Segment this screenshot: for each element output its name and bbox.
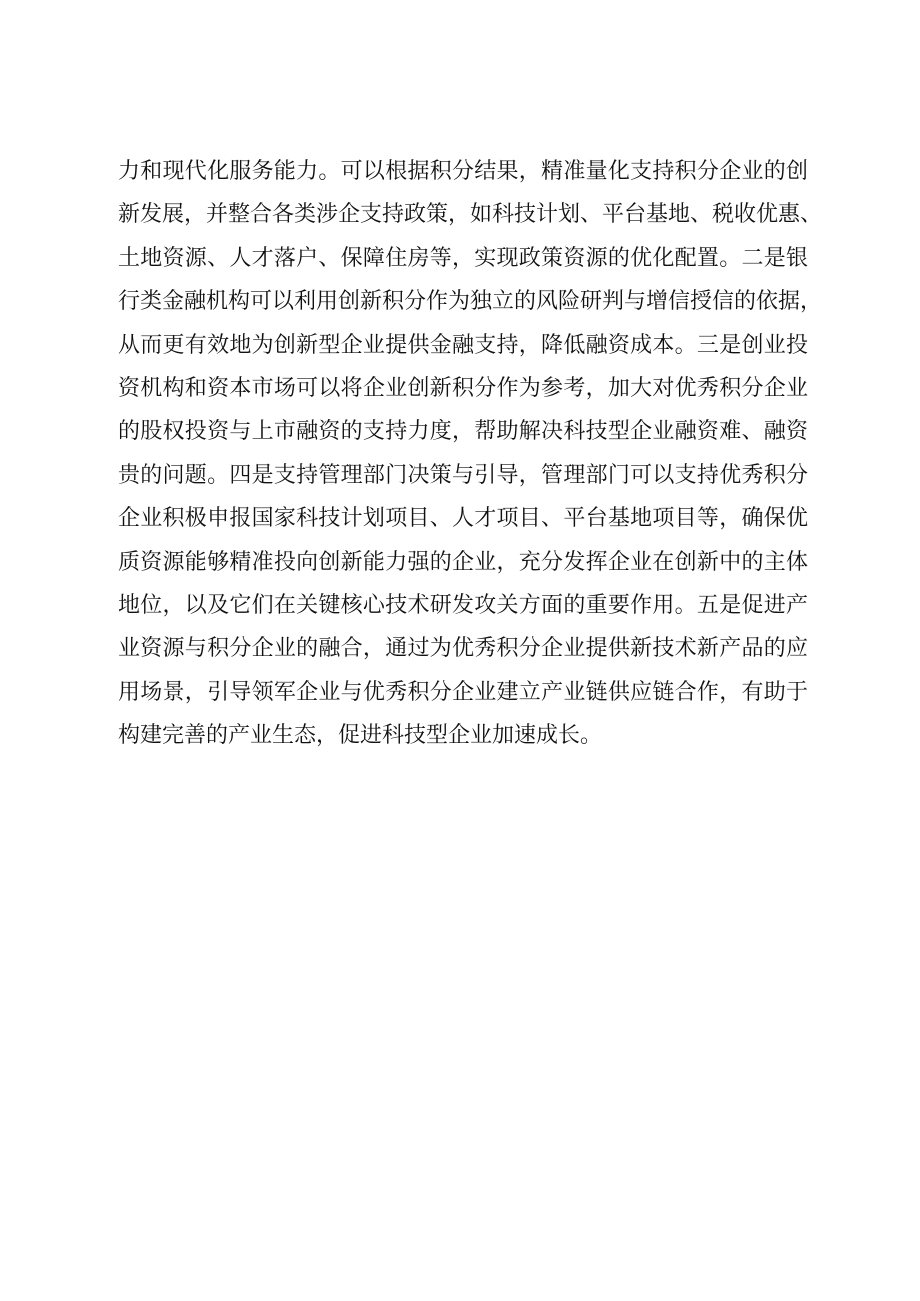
text-line-3: 土地资源、人才落户、保障住房等，实现政策资源的优化配置。二是银 bbox=[118, 245, 808, 271]
text-line-13: 用场景，引导领军企业与优秀积分企业建立产业链供应链合作，有助于 bbox=[118, 679, 808, 705]
text-line-12: 业资源与积分企业的融合，通过为优秀积分企业提供新技术新产品的应 bbox=[118, 636, 808, 662]
text-line-9: 企业积极申报国家科技计划项目、人才项目、平台基地项目等，确保优 bbox=[118, 506, 808, 532]
text-line-5: 从而更有效地为创新型企业提供金融支持，降低融资成本。三是创业投 bbox=[118, 332, 808, 358]
text-line-14: 构建完善的产业生态，促进科技型企业加速成长。 bbox=[118, 723, 603, 749]
text-line-1: 力和现代化服务能力。可以根据积分结果，精准量化支持积分企业的创 bbox=[118, 159, 808, 184]
text-line-11: 地位，以及它们在关键核心技术研发攻关方面的重要作用。五是促进产 bbox=[118, 592, 808, 618]
text-line-2: 新发展，并整合各类涉企支持政策，如科技计划、平台基地、税收优惠、 bbox=[118, 202, 823, 228]
text-line-6: 资机构和资本市场可以将企业创新积分作为参考，加大对优秀积分企业 bbox=[118, 375, 808, 401]
text-line-10: 质资源能够精准投向创新能力强的企业，充分发挥企业在创新中的主体 bbox=[118, 549, 808, 575]
text-line-4: 行类金融机构可以利用创新积分作为独立的风险研判与增信授信的依据， bbox=[118, 289, 823, 315]
text-line-8: 贵的问题。四是支持管理部门决策与引导，管理部门可以支持优秀积分 bbox=[118, 462, 808, 488]
body-paragraph bbox=[118, 150, 823, 757]
text-line-7: 的股权投资与上市融资的支持力度，帮助解决科技型企业融资难、融资 bbox=[118, 419, 808, 445]
